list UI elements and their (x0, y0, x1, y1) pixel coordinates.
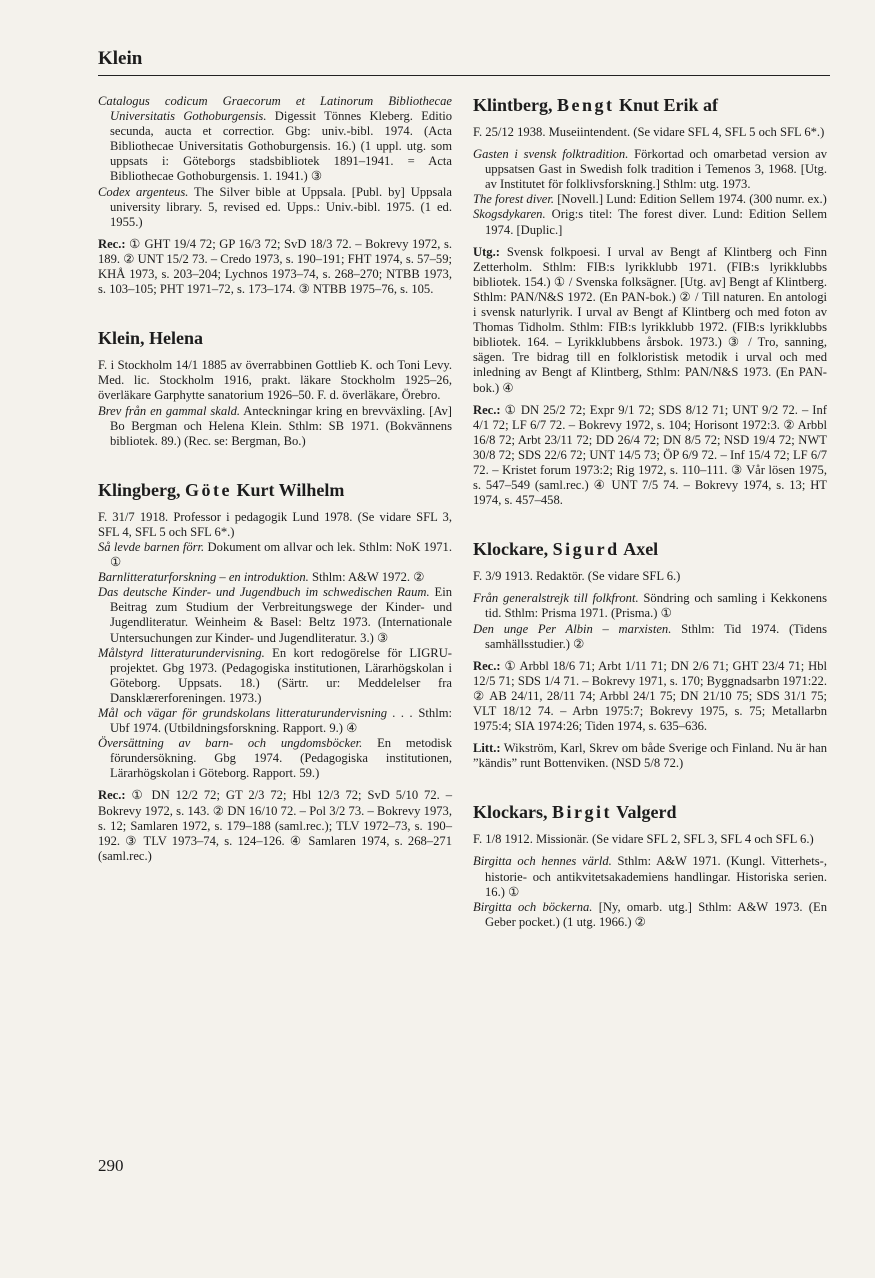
entry-work: Brev från en gammal skald. Anteckningar kring en brevväxling. [Av] Bo Bergman och Helena Klein. Sthlm: SB 1971. (Bokvännens bibliotek. 89.) (Rec. se: Bergman, Bo.) (98, 403, 453, 448)
entry-work: Från generalstrejk till folkfront. Söndring och samling i Kekkonens tid. Sthlm: Prisma 1971. (Prisma.) ① (473, 591, 827, 621)
review-block: Rec.: ① DN 12/2 72; GT 2/3 72; Hbl 12/3 72; SvD 5/10 72. – Bokrevy 1972, s. 143. ② DN 16/10 72. – Pol 3/2 73. – Bokrevy 1973, s. 12; Samlaren 1972, s. 179–188 (saml.rec.); TLV 1972–73, s. 190–192. ③ TLV 1973–74, s. 124–126. ④ Samlaren 1974, s. 268–271 (saml.rec.) (98, 788, 452, 863)
entry-heading: Klintberg, Bengt Knut Erik af (473, 95, 719, 115)
entry-work: Översättning av barn- och ungdomsböcker. En metodisk förundersökning. Gbg 1974. (Pedagogiska institutionen, Lärarhögskolan i Göteborg. Rapport. 59.) (98, 736, 452, 781)
entry-bio: F. 1/8 1912. Missionär. (Se vidare SFL 2, SFL 3, SFL 4 och SFL 6.) (473, 832, 814, 847)
page-number: 290 (98, 1156, 124, 1175)
review-block: Rec.: ① Arbbl 18/6 71; Arbt 1/11 71; DN 2/6 71; GHT 23/4 71; Hbl 12/5 71; SDS 1/4 71. – Bokrevy 1971, s. 170; Byggnadsarbn 1971:22. ② AB 24/11, 28/11 74; Arbbl 24/1 75; DN 21/10 75; SDS 31/1 75; VLT 18/12 74. – Arbn 1975:7; Bokrevy 1975, s. 75; Metallarbn 1975:4; SIA 1974:26; Tiden 1974, s. 635–636. (473, 658, 827, 734)
entry-work: Birgitta och hennes värld. Sthlm: A&W 1971. (Kungl. Vitterhets-, historie- och antikvitetsakademiens handlingar. Historiska serien. 16.) ① (473, 854, 827, 899)
right-column (473, 94, 827, 930)
page-header-title: Klein (98, 48, 143, 69)
entry-work: Målstyrd litteraturundervisning. En kort redogörelse för LIGRU-projektet. Gbg 1973. (Pedagogiska institutionen, Lärarhögskolan i Göteborg. Uppsats. 18.) (Särtr. ur: Meddelelser fra Dansklærerforeningen. 1973.) (98, 645, 452, 705)
entry-heading: Klingberg, Göte Kurt Wilhelm (98, 479, 345, 500)
review-block: Rec.: ① GHT 19/4 72; GP 16/3 72; SvD 18/3 72. – Bokrevy 1972, s. 189. ② UNT 15/2 73. – Credo 1973, s. 190–191; FHT 1974, s. 57–59; KHÅ 1973, s. 203–204; Lychnos 1973–74, s. 268–270; NTBB 1973, s. 103–105; PHT 1971–72, s. 173–174. ③ NTBB 1975–76, s. 105. (98, 236, 453, 297)
entry-bio: F. 3/9 1913. Redaktör. (Se vidare SFL 6.) (473, 569, 681, 584)
entry-heading: Klockars, Birgit Valgerd (473, 802, 677, 823)
entry-work: Codex argenteus. The Silver bible at Uppsala. [Publ. by] Uppsala university library. 5, revised ed. Upps.: Univ.-bibl. 1975. (1 ed. 1955.) (98, 184, 453, 229)
entry-work: Så levde barnen förr. Dokument om allvar och lek. Sthlm: NoK 1971. ① (98, 539, 453, 570)
entry-heading: Klockare, Sigurd Axel (473, 539, 659, 560)
entry-work: Catalogus codicum Graecorum et Latinorum Bibliothecae Universitatis Gothoburgensis. Digessit Tönnes Kleberg. Editio secunda, aucta et correctior. Gbg: univ.-bibl. 1974. (Acta Bibliothecae Universitatis Gothoburgensis. 16.) (1 uppl. utg. som uppsats i: Göteborgs stadsbibliotek 1891–1941. = Acta Bibliothecae Gothoburgensis. 1. 1941.) ③ (98, 94, 452, 184)
review-block: Rec.: ① DN 25/2 72; Expr 9/1 72; SDS 8/12 71; UNT 9/2 72. – Inf 4/1 72; LF 6/7 72. – Bokrevy 1972, s. 104; Horisont 1972:3. ② Arbbl 16/8 72; Arbt 23/11 72; DD 26/4 72; DN 8/5 72; NSD 19/4 72; NWT 30/8 72; SDS 22/6 72; UNT 14/5 73; ÖP 6/9 72. – Inf 15/4 72; LF 6/7 72. – Kristet forum 1973:2; Rig 1972, s. 110–111. ③ Vår lösen 1975, s. 547–549 (saml.rec.) ④ UNT 7/5 74. – Bokrevy 1974, s. 13; HT 1974, s. 457–458. (473, 402, 827, 508)
entry-work: Das deutsche Kinder- und Jugendbuch im schwedischen Raum. Ein Beitrag zum Studium der Verbreitungswege der Kinder- und Jugendliteratur. Weinheim & Basel: Beltz 1973. (Internationale Untersuchungen zur Kinder- und Jugendliteratur. 3.) ③ (98, 585, 452, 645)
entry-work: Barnlitteraturforskning – en introduktion. Sthlm: A&W 1972. ② (98, 570, 425, 585)
left-column (98, 94, 452, 864)
entry-bio: F. i Stockholm 14/1 1885 av överrabbinen Gottlieb K. och Toni Levy. Med. lic. Stockholm 1916, prakt. läkare Stockholm 1925–26, överläkare Garphytte sanatorium 1926–50. F. d. överläkare, Örebro. (98, 358, 452, 403)
entry-bio: F. 25/12 1938. Museiintendent. (Se vidare SFL 4, SFL 5 och SFL 6*.) (473, 125, 825, 139)
entry-work: Gasten i svensk folktradition. Förkortad och omarbetad version av uppsatsen Gast in Swedish folk tradition i Temenos 3, 1968. [Utg. av Institutet för folklivsforskning.] Sthlm: utg. 1973. (473, 147, 828, 192)
entry-work: The forest diver. [Novell.] Lund: Edition Sellem 1974. (300 numr. ex.) (473, 192, 827, 207)
entry-bio: F. 31/7 1918. Professor i pedagogik Lund 1978. (Se vidare SFL 3, SFL 4, SFL 5 och SFL 6*.) (98, 509, 452, 539)
entry-heading: Klein, Helena (98, 328, 203, 349)
entry-work: Skogsdykaren. Orig:s titel: The forest diver. Lund: Edition Sellem 1974. [Duplic.] (473, 207, 827, 237)
literature-block: Litt.: Wikström, Karl, Skrev om både Sverige och Finland. Nu är han ”kändis” runt Bottenviken. (NSD 5/8 72.) (473, 741, 827, 771)
entry-work: Den unge Per Albin – marxisten. Sthlm: Tid 1974. (Tidens samhällsstudier.) ② (473, 621, 827, 651)
entry-work: Birgitta och böckerna. [Ny, omarb. utg.] Sthlm: A&W 1973. (En Geber pocket.) (1 utg. 1966.) ② (473, 899, 827, 929)
entry-work: Mål och vägar för grundskolans litteraturundervisning . . . Sthlm: Ubf 1974. (Utbildningsforskning. Rapport. 9.) ④ (98, 706, 452, 736)
header-rule (98, 75, 830, 76)
edited-works-block: Utg.: Svensk folkpoesi. I urval av Bengt af Klintberg och Finn Zetterholm. Sthlm: FIB:s lyrikklubb 1971. (FIB:s lyrikklubbs bibliotek. 154.) ① / Svenska folksägner. [Utg. av] Bengt af Klintberg. Sthlm: PAN/N&S 1972. (En PAN-bok.) ② / Till naturen. En antologi i svensk naturlyrik. I urval av Bengt af Klintberg och med foton av Thomas Tidholm. Sthlm: FIB:s lyrikklubb 1972. (FIB:s lyrikklubbs bibliotek. 164. – Lyrikklubbens årsbok. 1973.) ③ / Tro, sanning, sägen. Tre bidrag till en folkloristisk metodik i urval och med inledning av Bengt af Klintberg, Sthlm: PAN/N&S 1973. (En PAN-bok.) ④ (473, 244, 827, 395)
